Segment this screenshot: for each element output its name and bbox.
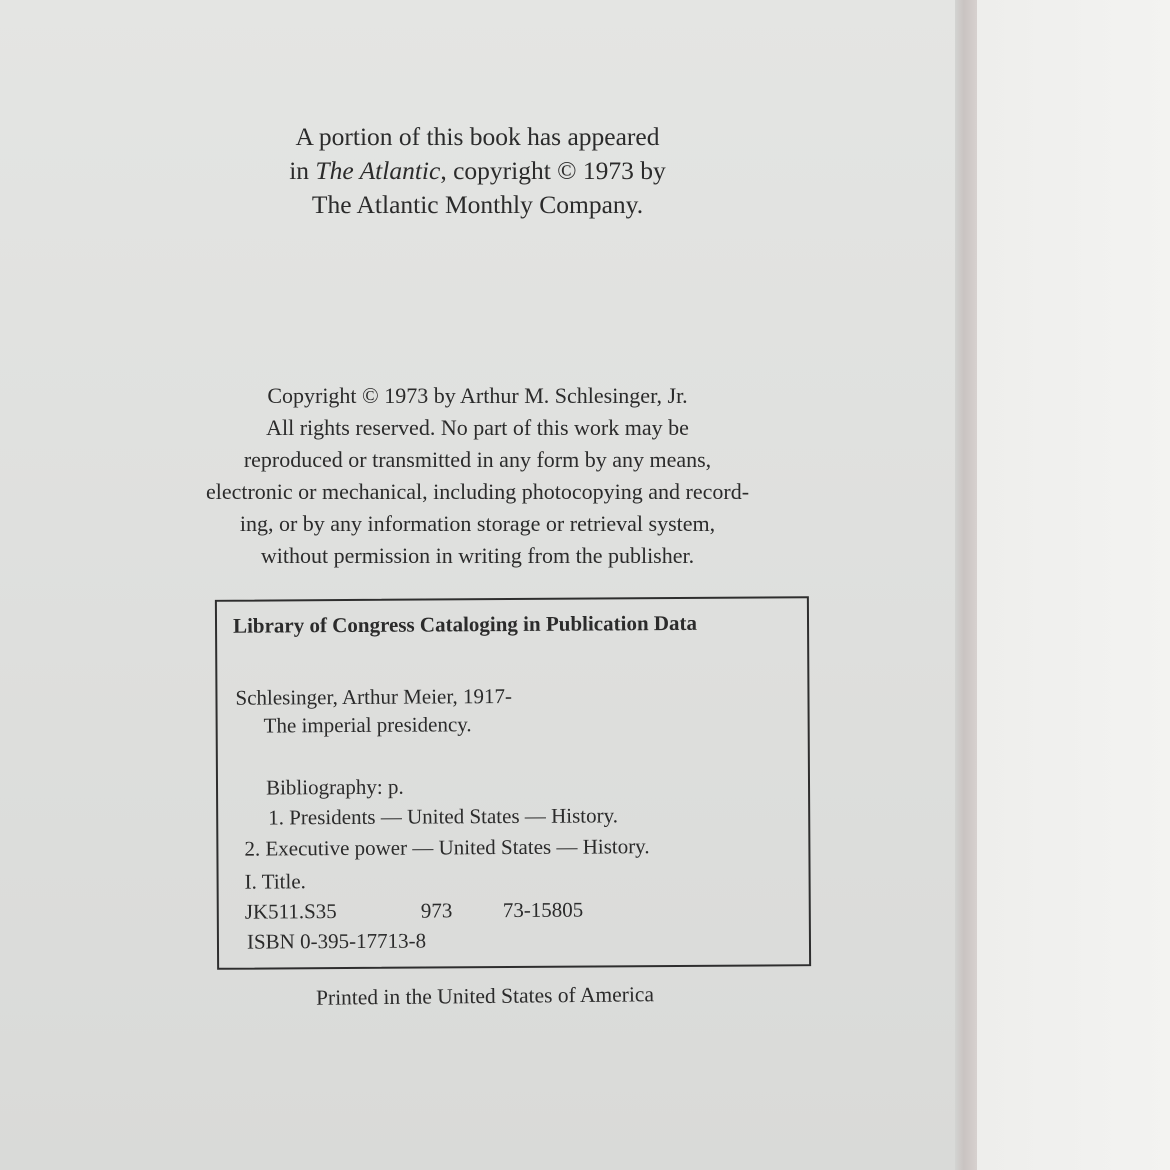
atlantic-notice-line-3: The Atlantic Monthly Company. bbox=[311, 190, 644, 219]
cip-title: The imperial presidency. bbox=[263, 712, 472, 738]
adjacent-page bbox=[977, 0, 1170, 1170]
copyright-line: ing, or by any information storage or retrieval system, bbox=[239, 511, 716, 536]
atlantic-notice-line-2 bbox=[0, 154, 955, 188]
copyright-notice bbox=[0, 380, 955, 572]
copyright-line: electronic or mechanical, including photocopying and record- bbox=[205, 479, 750, 504]
cip-call-number: JK511.S35 bbox=[244, 899, 337, 924]
cip-subject-2: 2. Executive power — United States — History. bbox=[244, 834, 650, 861]
cip-isbn: ISBN 0-395-17713-8 bbox=[246, 928, 427, 954]
cip-data-box bbox=[215, 596, 811, 970]
cip-dewey-number: 973 bbox=[420, 898, 453, 923]
cip-lccn: 73-15805 bbox=[502, 897, 584, 923]
copyright-line: Copyright © 1973 by Arthur M. Schlesinger, Jr. bbox=[267, 383, 688, 408]
atlantic-notice-prefix: in bbox=[289, 156, 316, 185]
cip-author: Schlesinger, Arthur Meier, 1917- bbox=[235, 684, 513, 710]
printed-in-notice: Printed in the United States of America bbox=[315, 982, 655, 1010]
atlantic-notice-suffix: , copyright © 1973 by bbox=[440, 156, 666, 185]
atlantic-notice-line-1: A portion of this book has appeared bbox=[295, 122, 660, 151]
atlantic-notice bbox=[0, 120, 955, 222]
copyright-line: without permission in writing from the publisher. bbox=[260, 543, 695, 568]
cip-classification-row bbox=[245, 898, 584, 925]
copyright-line: All rights reserved. No part of this work may be bbox=[266, 415, 689, 440]
cip-heading: Library of Congress Cataloging in Publication Data bbox=[232, 610, 698, 638]
cip-title-entry: I. Title. bbox=[244, 869, 306, 894]
cip-subject-1: 1. Presidents — United States — History. bbox=[268, 803, 619, 830]
cip-bibliography: Bibliography: p. bbox=[265, 774, 404, 800]
atlantic-magazine-title: The Atlantic bbox=[315, 156, 441, 185]
copyright-line: reproduced or transmitted in any form by any means, bbox=[243, 447, 712, 472]
page-edge bbox=[955, 0, 977, 1170]
